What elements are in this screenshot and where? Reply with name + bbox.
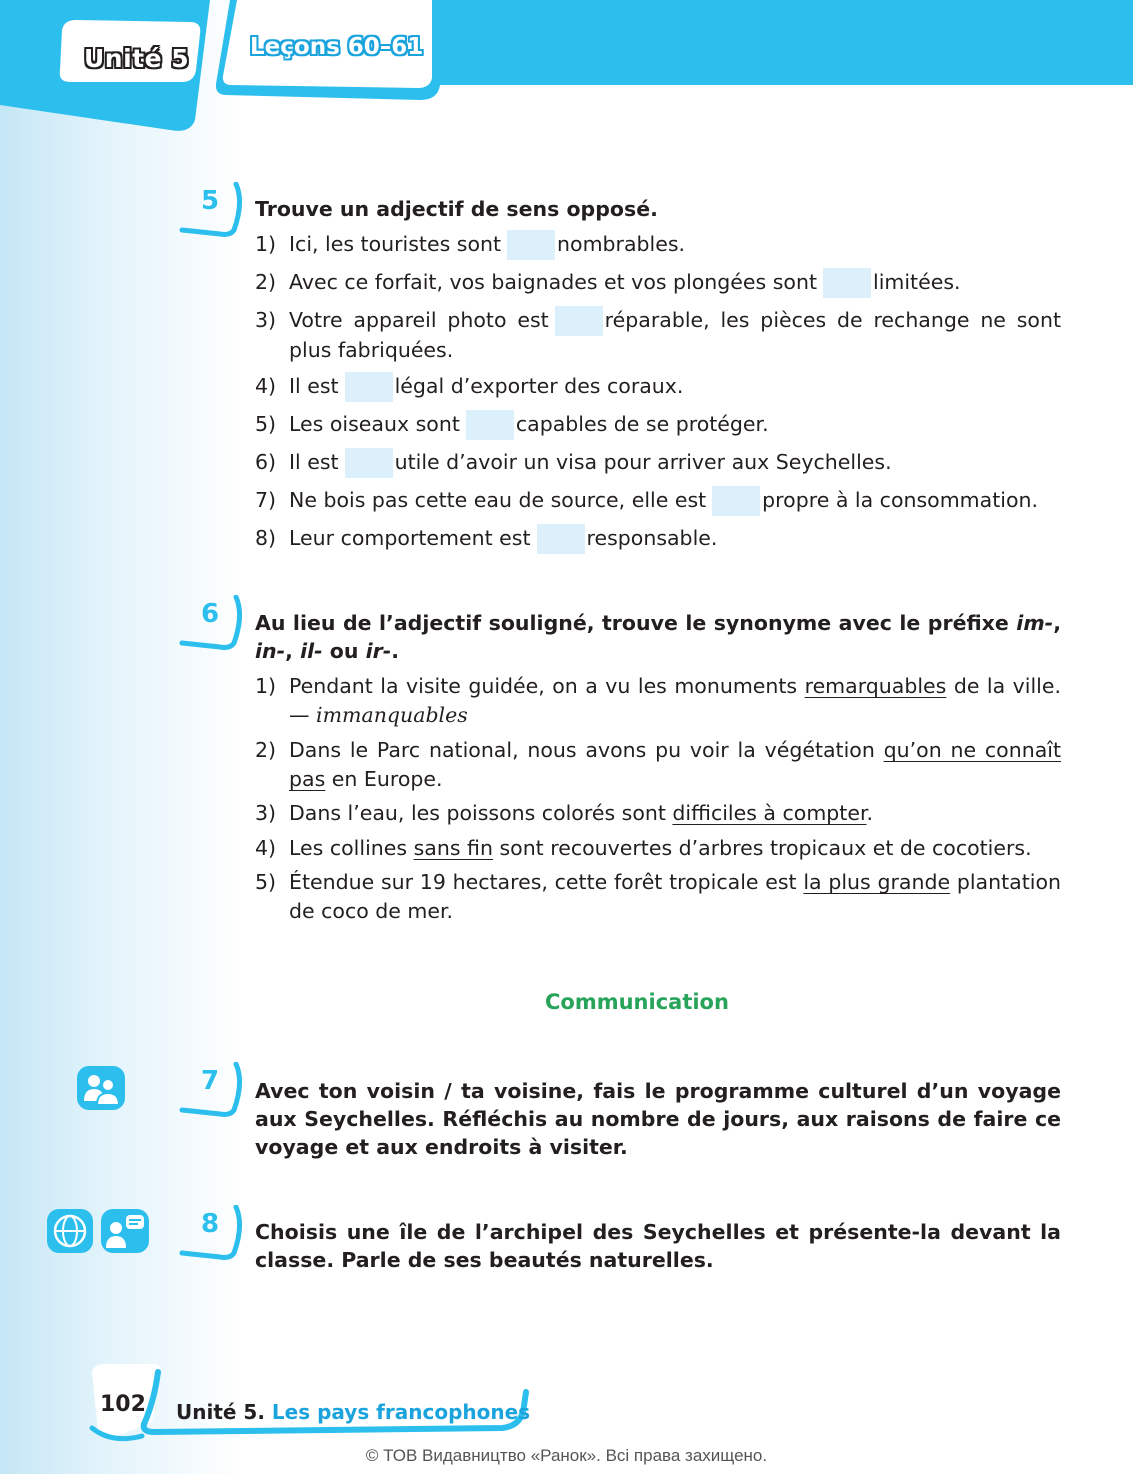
- exercise-7-instruction: Avec ton voisin / ta voisine, fais le programme culturel d’un voyage aux Seychelles. Réfléchis au nombre de jours, aux raisons de faire ce voyage et aux endroits à visiter.: [255, 1079, 1061, 1159]
- exercise-8-instruction: Choisis une île de l’archipel des Seychelles et présente-la devant la classe. Parle de ses beautés naturelles.: [255, 1220, 1061, 1272]
- exercise-5-instruction: Trouve un adjectif de sens opposé.: [255, 197, 658, 221]
- exercise-6-instruction: Au lieu de l’adjectif souligné, trouve le synonyme avec le préfixe im-, in-, il- ou ir-.: [255, 611, 1061, 663]
- copyright: © ТОВ Видавництво «Ранок». Всі права захищено.: [365, 1446, 768, 1465]
- sample-answer: immanquables: [316, 703, 468, 727]
- answer-blank[interactable]: [712, 486, 760, 516]
- presentation-icon: [100, 1208, 150, 1254]
- answer-blank[interactable]: [345, 448, 393, 478]
- exercise-6-number: 6: [178, 595, 248, 655]
- answer-blank[interactable]: [507, 230, 555, 260]
- answer-blank[interactable]: [555, 306, 603, 336]
- footer-title: Unité 5. Les pays francophones: [176, 1400, 531, 1424]
- header-bar: [440, 0, 1133, 85]
- unit-badge: Unité 5: [84, 44, 190, 73]
- lessons-badge: Leçons 60–61: [250, 34, 424, 60]
- pair-work-icon: [76, 1065, 126, 1111]
- exercise-8-number: 8: [178, 1205, 248, 1265]
- section-title: Communication: [545, 990, 729, 1014]
- exercise-5-number: 5: [178, 182, 248, 242]
- answer-blank[interactable]: [466, 410, 514, 440]
- answer-blank[interactable]: [823, 268, 871, 298]
- answer-blank[interactable]: [345, 372, 393, 402]
- header-tabs: [0, 0, 440, 135]
- page-number: 102: [100, 1392, 146, 1417]
- globe-icon: [46, 1208, 94, 1254]
- exercise-7-number: 7: [178, 1062, 248, 1122]
- answer-blank[interactable]: [537, 524, 585, 554]
